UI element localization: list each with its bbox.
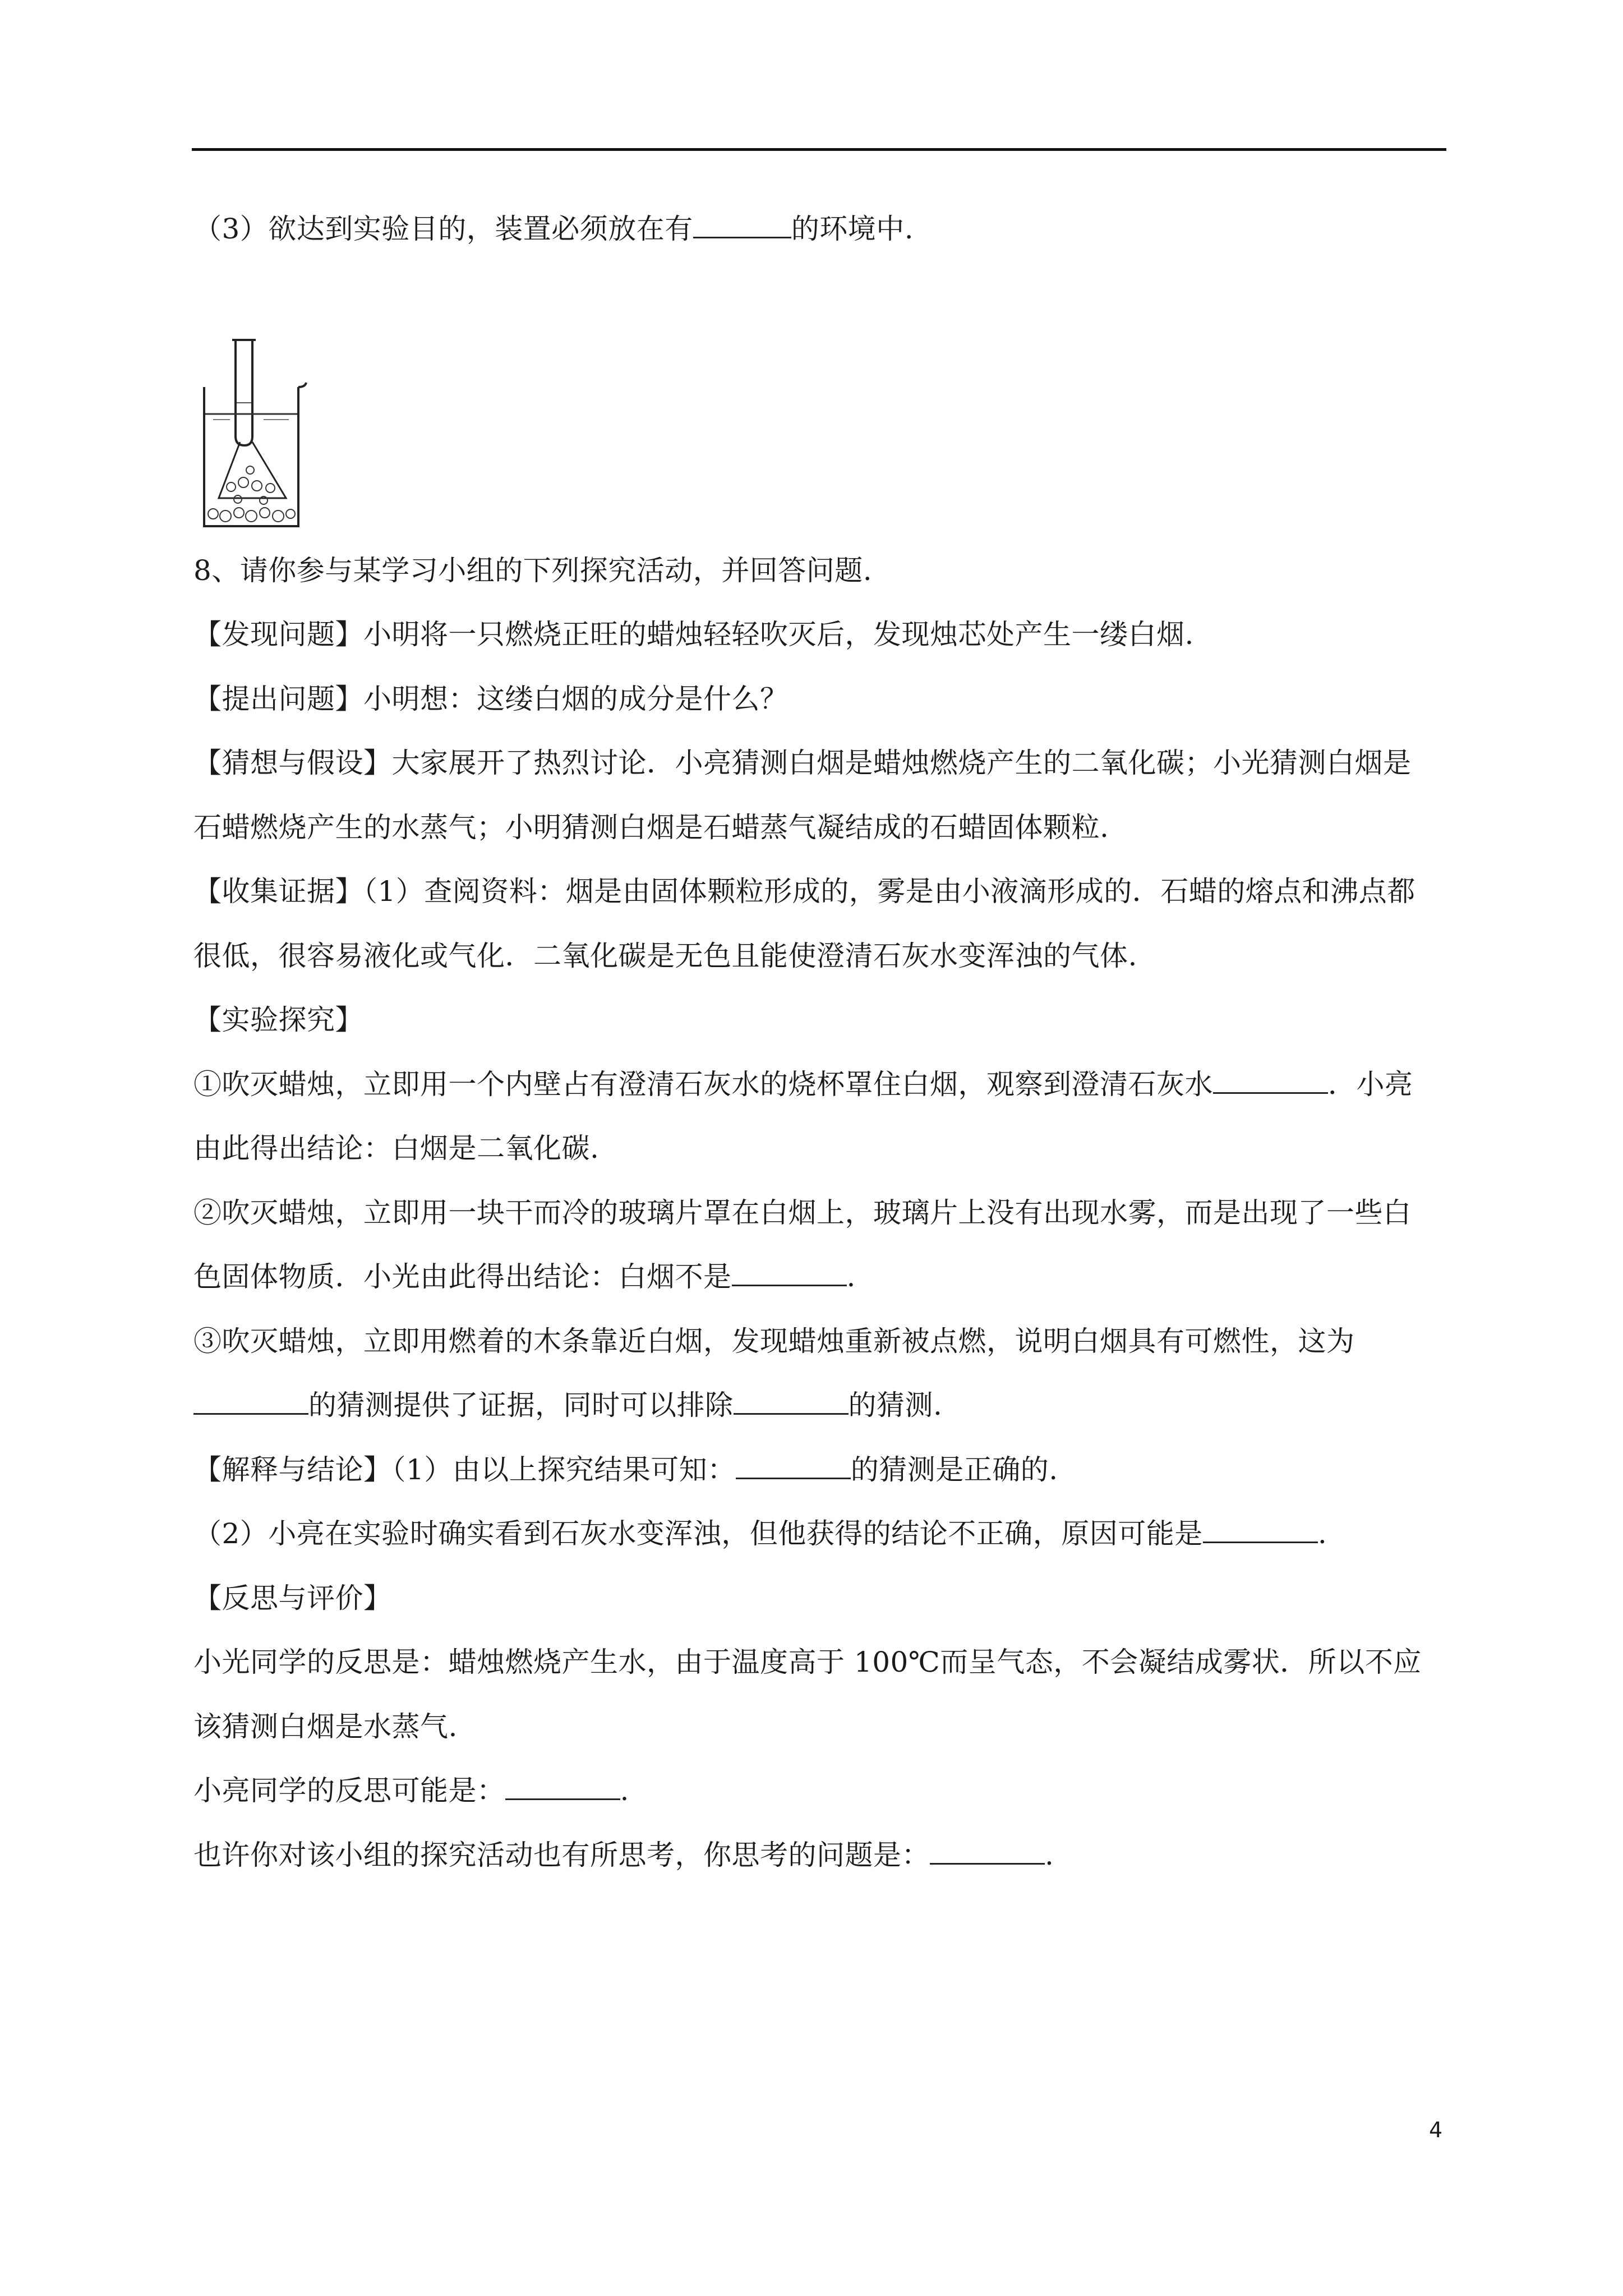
header-rule xyxy=(192,148,1446,151)
q7-part3 xyxy=(193,212,914,246)
experiment-1-line-1 xyxy=(193,1068,1413,1101)
xiaoliang-reflection xyxy=(193,1774,629,1807)
experiment-3-text-end: 的猜测. xyxy=(848,1389,943,1421)
xiaoguang-reflection-line-1: 小光同学的反思是：蜡烛燃烧产生水，由于温度高于 100℃而呈气态，不会凝结成雾状．所以不应 xyxy=(193,1646,1422,1678)
experiment-2-line-2 xyxy=(193,1260,856,1294)
hypothesis-line-2: 石蜡燃烧产生的水蒸气；小明猜测白烟是石蜡蒸气凝结成的石蜡固体颗粒. xyxy=(193,811,1109,844)
xiaoguang-reflection-line-2: 该猜测白烟是水蒸气. xyxy=(193,1710,458,1743)
experiment-3-text: 的猜测提供了证据，同时可以排除 xyxy=(308,1389,734,1421)
your-question-text: 也许你对该小组的探究活动也有所思考，你思考的问题是： xyxy=(193,1839,930,1871)
conclusion-1-text-end: 的猜测是正确的. xyxy=(850,1453,1058,1486)
raise-question-paragraph: 【提出问题】小明想：这缕白烟的成分是什么？ xyxy=(193,683,789,715)
q7-part3-text: （3）欲达到实验目的，装置必须放在有 xyxy=(193,213,693,245)
hypothesis-line-1: 【猜想与假设】大家展开了热烈讨论．小亮猜测白烟是蜡烛燃烧产生的二氧化碳；小光猜测白烟是 xyxy=(193,747,1412,779)
experiment-2-text-end: . xyxy=(846,1260,856,1293)
xiaoliang-reflection-text: 小亮同学的反思可能是： xyxy=(193,1774,505,1807)
experiment-1-line-2: 由此得出结论：白烟是二氧化碳. xyxy=(193,1132,600,1165)
question-8-intro: 8、请你参与某学习小组的下列探究活动，并回答问题. xyxy=(193,554,873,587)
answer-blank[interactable] xyxy=(734,1388,849,1415)
experiment-3-line-2 xyxy=(193,1388,942,1422)
evidence-line-2: 很低，很容易液化或气化．二氧化碳是无色且能使澄清石灰水变浑浊的气体. xyxy=(193,940,1137,972)
answer-blank[interactable] xyxy=(1203,1517,1318,1543)
experiment-2-line-1: ②吹灭蜡烛，立即用一块干而冷的玻璃片罩在白烟上，玻璃片上没有出现水雾，而是出现了一些白 xyxy=(193,1197,1412,1229)
answer-blank[interactable] xyxy=(736,1453,851,1479)
find-problem-paragraph: 【发现问题】小明将一只燃烧正旺的蜡烛轻轻吹灭后，发现烛芯处产生一缕白烟. xyxy=(193,618,1194,651)
page-number: 4 xyxy=(1429,2118,1443,2142)
reflection-heading: 【反思与评价】 xyxy=(193,1582,392,1614)
experiment-3-line-1: ③吹灭蜡烛，立即用燃着的木条靠近白烟，发现蜡烛重新被点燃，说明白烟具有可燃性，这为 xyxy=(193,1325,1355,1358)
experiment-2-text: 色固体物质．小光由此得出结论：白烟不是 xyxy=(193,1260,732,1293)
your-question-text-end: . xyxy=(1045,1839,1054,1871)
conclusion-1 xyxy=(193,1453,1058,1487)
your-question xyxy=(193,1838,1054,1872)
conclusion-2-text: （2）小亮在实验时确实看到石灰水变浑浊，但他获得的结论不正确，原因可能是 xyxy=(193,1517,1203,1550)
conclusion-2 xyxy=(193,1517,1327,1550)
answer-blank[interactable] xyxy=(693,212,791,238)
conclusion-1-text: 【解释与结论】（1）由以上探究结果可知： xyxy=(193,1453,736,1486)
answer-blank[interactable] xyxy=(732,1260,847,1286)
experiment-heading: 【实验探究】 xyxy=(193,1004,363,1036)
beaker-apparatus-figure xyxy=(196,335,308,532)
experiment-1-text-end: ．小亮 xyxy=(1328,1068,1413,1101)
answer-blank[interactable] xyxy=(505,1774,620,1800)
conclusion-2-text-end: . xyxy=(1317,1517,1327,1550)
xiaoliang-reflection-text-end: . xyxy=(620,1774,629,1807)
experiment-1-text: ①吹灭蜡烛，立即用一个内壁占有澄清石灰水的烧杯罩住白烟，观察到澄清石灰水 xyxy=(193,1068,1213,1101)
evidence-line-1: 【收集证据】（1）查阅资料：烟是由固体颗粒形成的，雾是由小液滴形成的．石蜡的熔点和沸点都 xyxy=(193,875,1415,908)
answer-blank[interactable] xyxy=(1213,1068,1328,1094)
answer-blank[interactable] xyxy=(193,1388,308,1415)
answer-blank[interactable] xyxy=(930,1838,1045,1865)
q7-part3-text-end: 的环境中. xyxy=(791,213,914,245)
